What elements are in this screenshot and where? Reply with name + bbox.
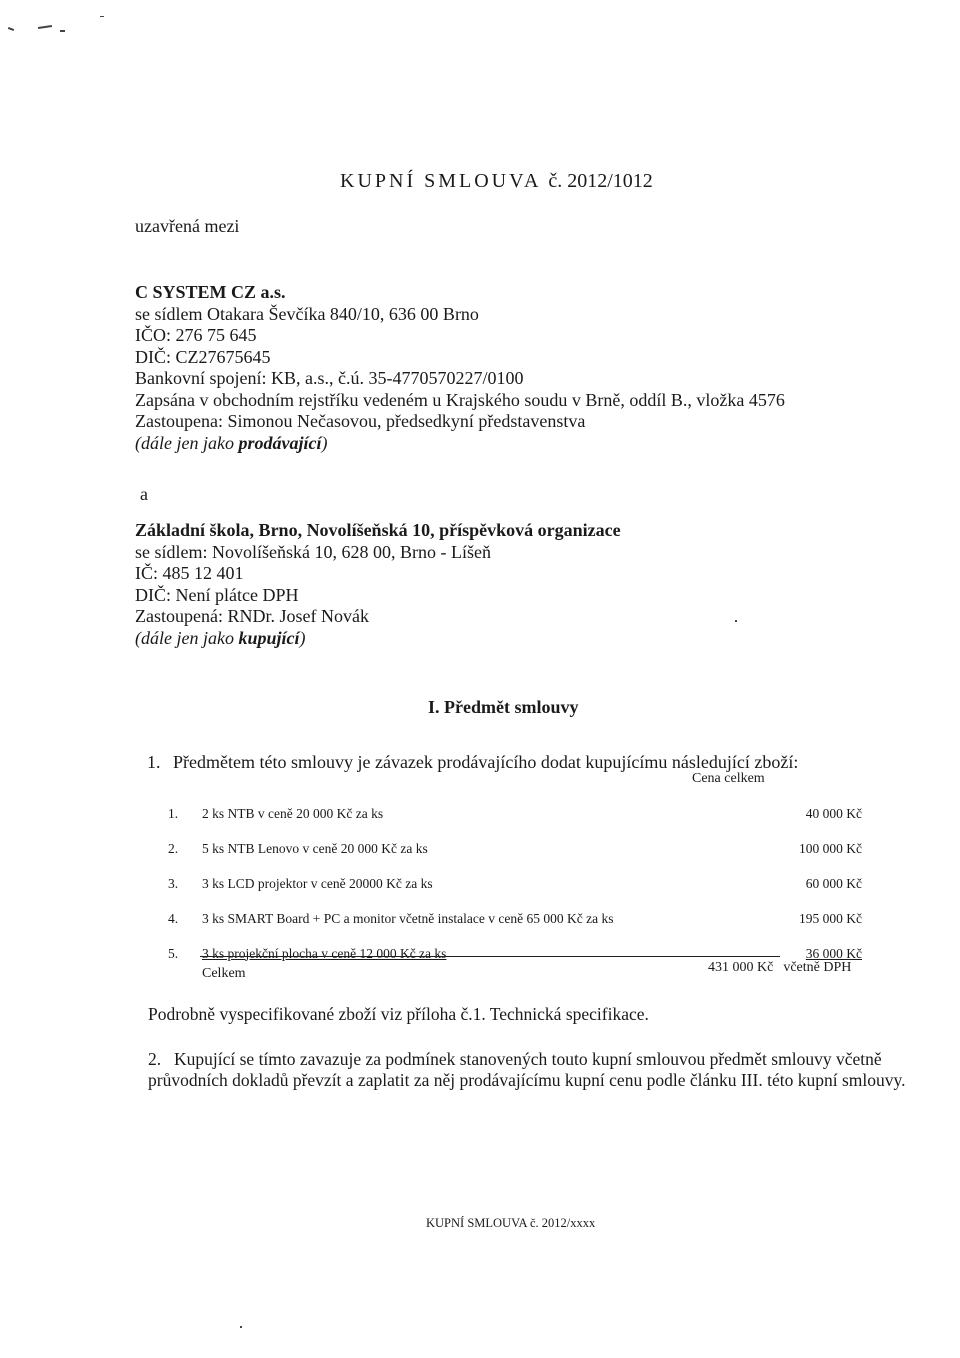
item-number: 5. <box>168 945 179 961</box>
scan-speck <box>8 27 14 31</box>
scan-speck <box>735 620 737 622</box>
scan-speck <box>60 30 65 32</box>
seller-ico: IČO: 276 75 645 <box>135 325 257 345</box>
seller-block <box>135 282 785 454</box>
table-row <box>168 901 884 936</box>
item-description-text: 3 ks projekční plocha v ceně 12 000 Kč za ks <box>202 945 447 961</box>
document-title <box>340 170 653 193</box>
scan-speck <box>38 25 52 29</box>
total-amount: 431 000 Kč <box>708 960 774 975</box>
total-vat-note: včetně DPH <box>783 960 852 975</box>
item-description: 3 ks LCD projektor v ceně 20000 Kč za ks <box>202 875 433 891</box>
title-text: KUPNÍ SMLOUVA <box>340 170 541 192</box>
buyer-role <box>135 628 621 650</box>
total-label: Celkem <box>202 966 246 981</box>
item-price: 195 000 Kč <box>799 910 862 926</box>
buyer-name: Základní škola, Brno, Novolíšeňská 10, příspěvková organizace <box>135 520 621 540</box>
paragraph-1-number: 1. <box>147 752 161 772</box>
items-table <box>168 796 884 971</box>
item-number: 3. <box>168 875 179 891</box>
seller-role-label: prodávající <box>238 432 322 453</box>
seller-name: C SYSTEM CZ a.s. <box>135 282 286 302</box>
item-description: 5 ks NTB Lenovo v ceně 20 000 Kč za ks <box>202 840 428 856</box>
seller-dic: DIČ: CZ27675645 <box>135 346 271 367</box>
item-description: 2 ks NTB v ceně 20 000 Kč za ks <box>202 805 384 821</box>
buyer-block <box>135 520 621 649</box>
conjunction: a <box>140 484 148 504</box>
seller-bank: Bankovní spojení: KB, a.s., č.ú. 35-4770570227/0100 <box>135 368 524 388</box>
total-value <box>708 960 851 976</box>
paragraph-1-text: Předmětem této smlouvy je závazek prodávajícího dodat kupujícímu následující zboží: <box>173 752 799 772</box>
scan-speck <box>240 1326 242 1328</box>
seller-representative: Zastoupena: Simonou Nečasovou, předsedkyní představenstva <box>135 411 586 431</box>
buyer-role-suffix: ) <box>299 627 306 648</box>
scan-speck <box>100 16 104 17</box>
contract-number: č. 2012/1012 <box>548 170 653 192</box>
item-number: 1. <box>168 805 179 821</box>
item-number: 4. <box>168 910 179 926</box>
item-price: 40 000 Kč <box>805 805 862 821</box>
buyer-address: se sídlem: Novolíšeňská 10, 628 00, Brno - Líšeň <box>135 541 491 562</box>
buyer-role-label: kupující <box>238 627 300 648</box>
seller-register: Zapsána v obchodním rejstříku vedeném u Krajského soudu v Brně, oddíl B., vložka 4576 <box>135 389 785 410</box>
buyer-role-prefix: (dále jen jako <box>135 627 239 648</box>
item-description: 3 ks SMART Board + PC a monitor včetně instalace v ceně 65 000 Kč za ks <box>202 910 614 926</box>
section-heading: I. Předmět smlouvy <box>428 697 579 717</box>
item-price: 60 000 Kč <box>805 875 862 891</box>
total-divider <box>200 956 780 957</box>
intro-text: uzavřená mezi <box>135 216 240 236</box>
seller-role-suffix: ) <box>321 432 328 453</box>
seller-address: se sídlem Otakara Ševčíka 840/10, 636 00 Brno <box>135 303 479 324</box>
table-row <box>168 831 884 866</box>
seller-role-prefix: (dále jen jako <box>135 432 239 453</box>
item-price-text: 36 000 Kč <box>805 945 862 961</box>
table-row <box>168 796 884 831</box>
item-price: 100 000 Kč <box>799 840 862 856</box>
table-row <box>168 866 884 901</box>
seller-role <box>135 433 785 455</box>
item-description <box>202 936 722 971</box>
item-number: 2. <box>168 840 179 856</box>
paragraph-2-number: 2. <box>148 1049 162 1069</box>
specification-note: Podrobně vyspecifikované zboží viz příloha č.1. Technická specifikace. <box>148 1004 649 1024</box>
buyer-ic: IČ: 485 12 401 <box>135 563 244 583</box>
buyer-dic: DIČ: Není plátce DPH <box>135 584 299 605</box>
buyer-representative: Zastoupená: RNDr. Josef Novák <box>135 606 369 626</box>
paragraph-1 <box>147 752 798 773</box>
paragraph-2-text: Kupující se tímto zavazuje za podmínek stanovených touto kupní smlouvou předmět smlouvy včetně průvodních dokladů převzít a zaplatit za něj prodávajícímu kupní cenu podle článku III. této kupní smlouvy. <box>148 1049 906 1090</box>
price-column-header: Cena celkem <box>692 771 765 786</box>
paragraph-2 <box>148 1049 908 1091</box>
page-footer: KUPNÍ SMLOUVA č. 2012/xxxx <box>426 1216 596 1230</box>
